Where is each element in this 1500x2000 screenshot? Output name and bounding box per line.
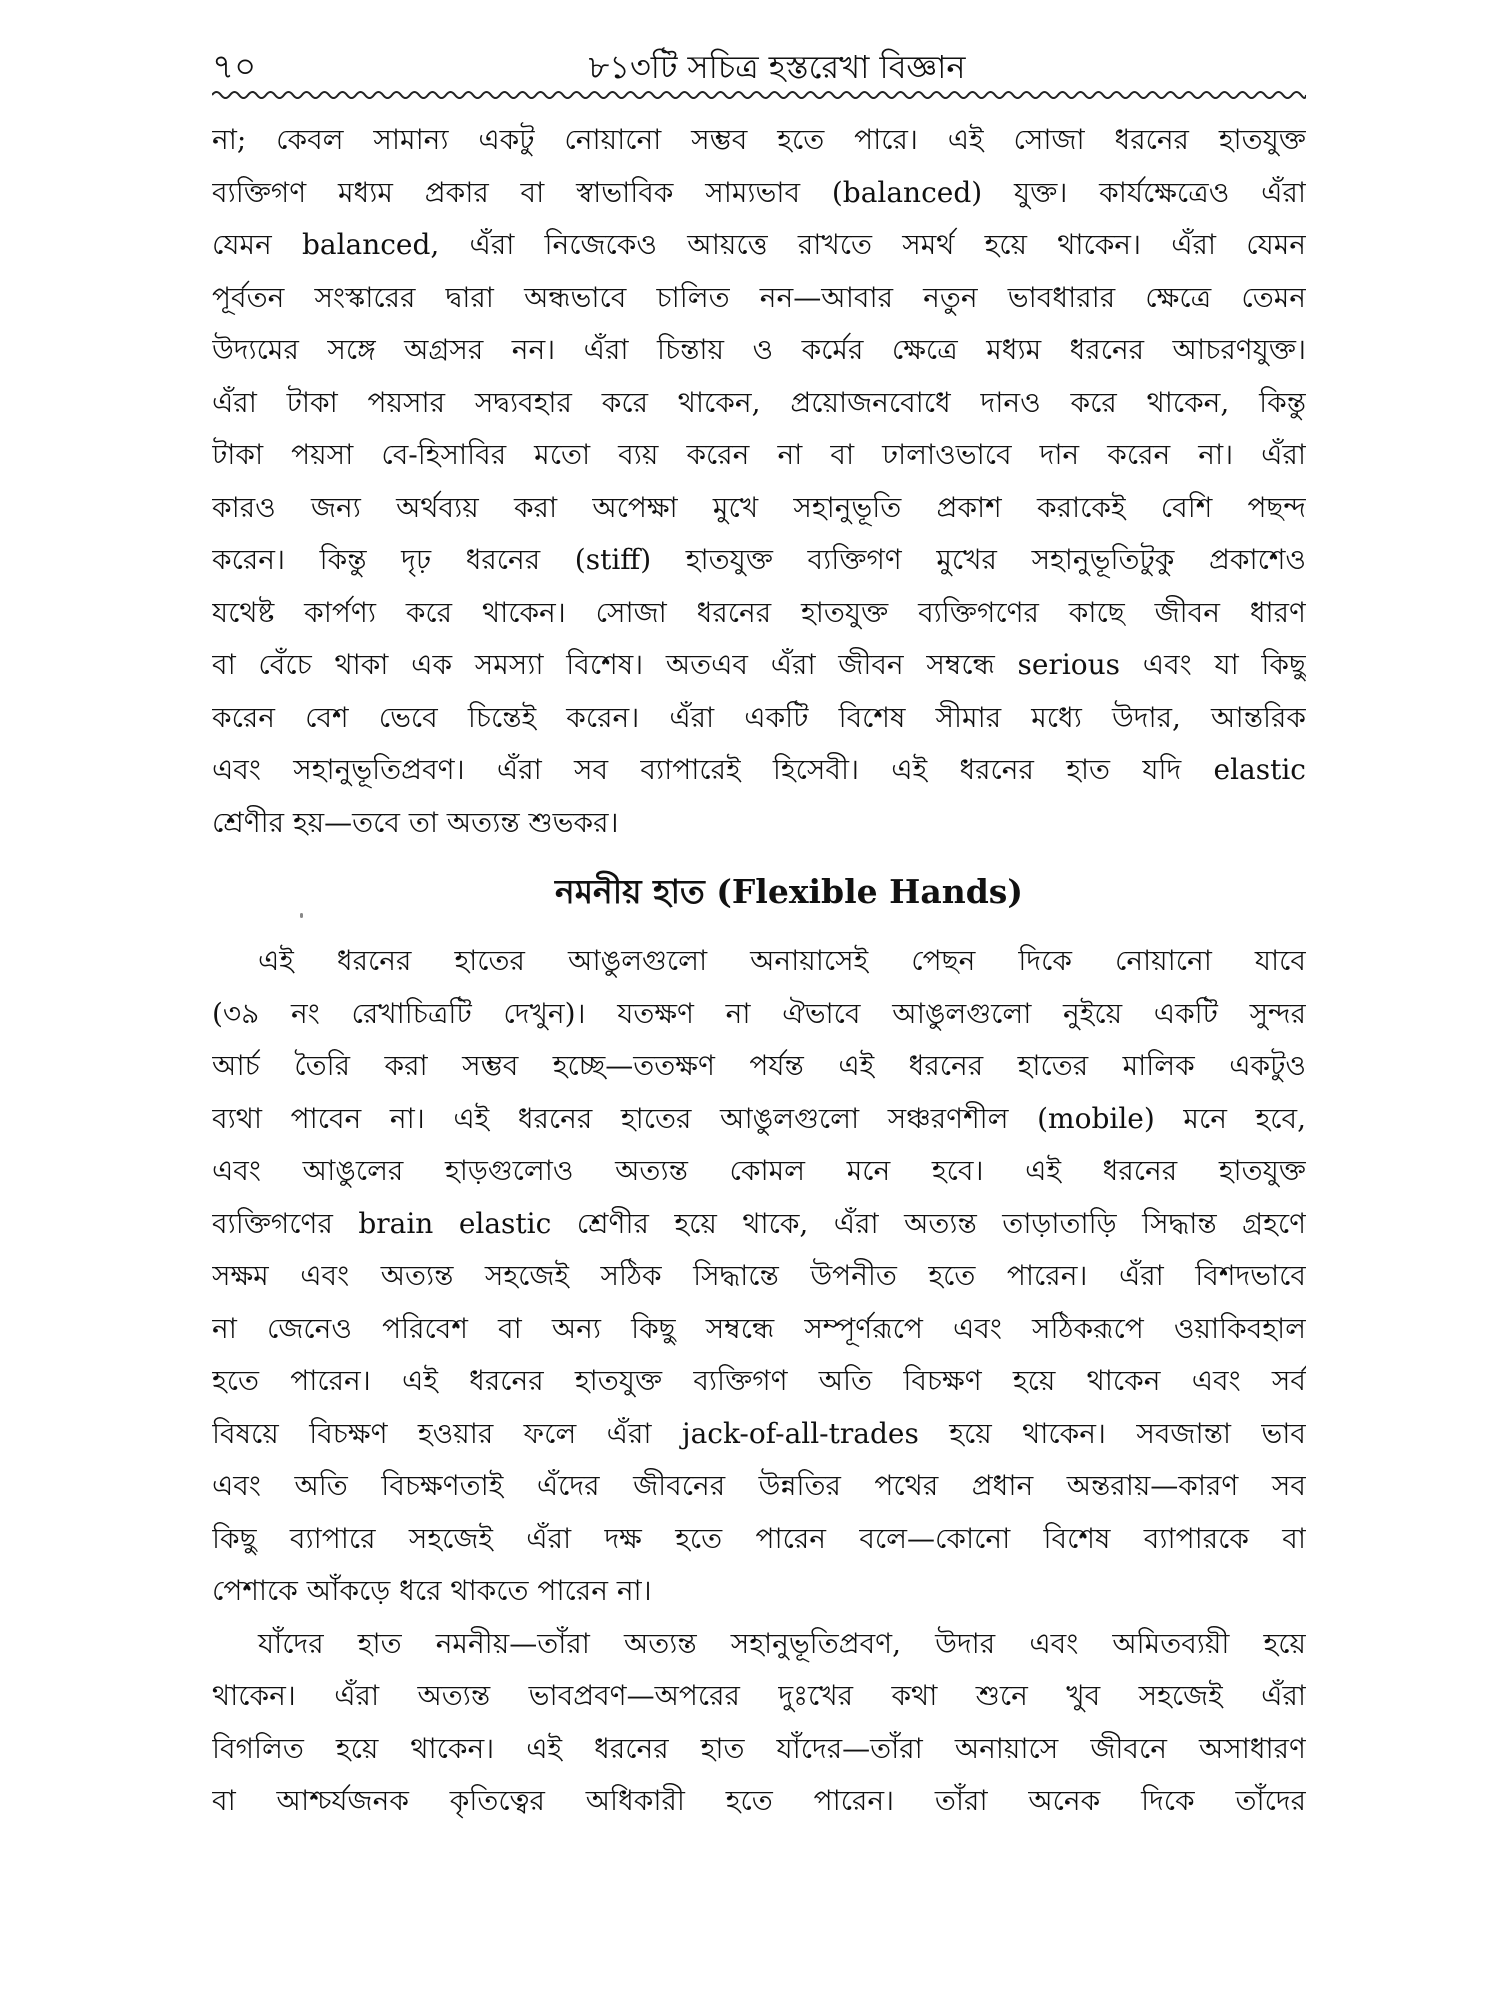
text-line: এঁরা টাকা পয়সার সদ্ব্যবহার করে থাকেন, প্রয়োজনবোধে দানও করে থাকেন, কিন্তু: [212, 385, 1306, 419]
paragraph-flexible-hands: [212, 935, 1306, 1618]
text-line: আর্চ তৈরি করা সম্ভব হচ্ছে—ততক্ষণ পর্যন্ত এই ধরনের হাতের মালিক একটুও: [212, 1049, 1306, 1082]
text-line: যেমন balanced, এঁরা নিজেকেও আয়ত্তে রাখতে সমর্থ হয়ে থাকেন। এঁরা যেমন: [212, 228, 1306, 261]
text-line: শ্রেণীর হয়—তবে তা অত্যন্ত শুভকর।: [212, 805, 619, 839]
book-title: ৮১৩টি সচিত্র হস্তরেখা বিজ্ঞান: [588, 48, 966, 86]
text-line: পূর্বতন সংস্কারের দ্বারা অন্ধভাবে চালিত নন—আবার নতুন ভাবধারার ক্ষেত্রে তেমন: [212, 280, 1306, 314]
text-line: ব্যক্তিগণের brain elastic শ্রেণীর হয়ে থাকে, এঁরা অত্যন্ত তাড়াতাড়ি সিদ্ধান্ত গ্রহণে: [212, 1206, 1306, 1240]
paragraph-sympathetic: [212, 1618, 1306, 1828]
paragraph-balanced-hands: [212, 114, 1306, 849]
text-line: হতে পারেন। এই ধরনের হাতযুক্ত ব্যক্তিগণ অতি বিচক্ষণ হয়ে থাকেন এবং সর্ব: [212, 1364, 1306, 1397]
wavy-rule-path: [212, 92, 1306, 98]
text-line: ব্যথা পাবেন না। এই ধরনের হাতের আঙুলগুলো সঞ্চরণশীল (mobile) মনে হবে,: [212, 1101, 1306, 1135]
text-line: করেন। কিন্তু দৃঢ় ধরনের (stiff) হাতযুক্ত ব্যক্তিগণ মুখের সহানুভূতিটুকু প্রকাশেও: [212, 543, 1306, 576]
text-line: সক্ষম এবং অত্যন্ত সহজেই সঠিক সিদ্ধান্তে উপনীত হতে পারেন। এঁরা বিশদভাবে: [212, 1259, 1306, 1292]
text-line: বা আশ্চর্যজনক কৃতিত্বের অধিকারী হতে পারেন। তাঁরা অনেক দিকে তাঁদের: [212, 1784, 1306, 1817]
section-heading: নমনীয় হাত (Flexible Hands): [555, 872, 1023, 911]
page-number: ৭০: [212, 47, 257, 87]
text-line: বা বেঁচে থাকা এক সমস্যা বিশেষ। অতএব এঁরা জীবন সম্বন্ধে serious এবং যা কিছু: [212, 648, 1306, 681]
text-line: পেশাকে আঁকড়ে ধরে থাকতে পারেন না।: [212, 1574, 652, 1607]
text-line: এবং আঙুলের হাড়গুলোও অত্যন্ত কোমল মনে হবে। এই ধরনের হাতযুক্ত: [212, 1154, 1306, 1187]
text-line: কারও জন্য অর্থব্যয় করা অপেক্ষা মুখে সহানুভূতি প্রকাশ করাকেই বেশি পছন্দ: [212, 490, 1306, 524]
text-line: কিছু ব্যাপারে সহজেই এঁরা দক্ষ হতে পারেন বলে—কোনো বিশেষ ব্যাপারকে বা: [212, 1521, 1306, 1555]
text-line: করেন বেশ ভেবে চিন্তেই করেন। এঁরা একটি বিশেষ সীমার মধ্যে উদার, আন্তরিক: [212, 700, 1306, 734]
text-line: এই ধরনের হাতের আঙুলগুলো অনায়াসেই পেছন দিকে নোয়ানো যাবে: [258, 944, 1306, 977]
text-line: (৩৯ নং রেখাচিত্রটি দেখুন)। যতক্ষণ না ঐভাবে আঙুলগুলো নুইয়ে একটি সুন্দর: [212, 996, 1306, 1030]
scan-speck: [300, 913, 303, 918]
text-line: টাকা পয়সা বে-হিসাবির মতো ব্যয় করেন না বা ঢালাওভাবে দান করেন না। এঁরা: [212, 438, 1306, 471]
text-line: এবং অতি বিচক্ষণতাই এঁদের জীবনের উন্নতির পথের প্রধান অন্তরায়—কারণ সব: [212, 1469, 1306, 1502]
header-wavy-rule: [212, 88, 1306, 102]
text-line: বিগলিত হয়ে থাকেন। এই ধরনের হাত যাঁদের—তাঁরা অনায়াসে জীবনে অসাধারণ: [212, 1731, 1306, 1765]
text-line: না জেনেও পরিবেশ বা অন্য কিছু সম্বন্ধে সম্পূর্ণরূপে এবং সঠিকরূপে ওয়াকিবহাল: [212, 1311, 1306, 1345]
text-line: বিষয়ে বিচক্ষণ হওয়ার ফলে এঁরা jack-of-all-trades হয়ে থাকেন। সবজান্তা ভাব: [212, 1416, 1306, 1450]
text-line: থাকেন। এঁরা অত্যন্ত ভাবপ্রবণ—অপরের দুঃখের কথা শুনে খুব সহজেই এঁরা: [212, 1679, 1306, 1712]
body-text: [212, 114, 1306, 1828]
text-line: যাঁদের হাত নমনীয়—তাঁরা অত্যন্ত সহানুভূতিপ্রবণ, উদার এবং অমিতব্যয়ী হয়ে: [258, 1626, 1306, 1660]
running-head: [212, 36, 1302, 96]
text-line: উদ্যমের সঙ্গে অগ্রসর নন। এঁরা চিন্তায় ও কর্মের ক্ষেত্রে মধ্যম ধরনের আচরণযুক্ত।: [212, 333, 1306, 366]
text-line: ব্যক্তিগণ মধ্যম প্রকার বা স্বাভাবিক সাম্যভাব (balanced) যুক্ত। কার্যক্ষেত্রেও এঁরা: [212, 175, 1306, 209]
text-line: এবং সহানুভূতিপ্রবণ। এঁরা সব ব্যাপারেই হিসেবী। এই ধরনের হাত যদি elastic: [212, 753, 1306, 786]
text-line: যথেষ্ট কার্পণ্য করে থাকেন। সোজা ধরনের হাতযুক্ত ব্যক্তিগণের কাছে জীবন ধারণ: [212, 595, 1306, 629]
text-line: না; কেবল সামান্য একটু নোয়ানো সম্ভব হতে পারে। এই সোজা ধরনের হাতযুক্ত: [212, 123, 1306, 156]
